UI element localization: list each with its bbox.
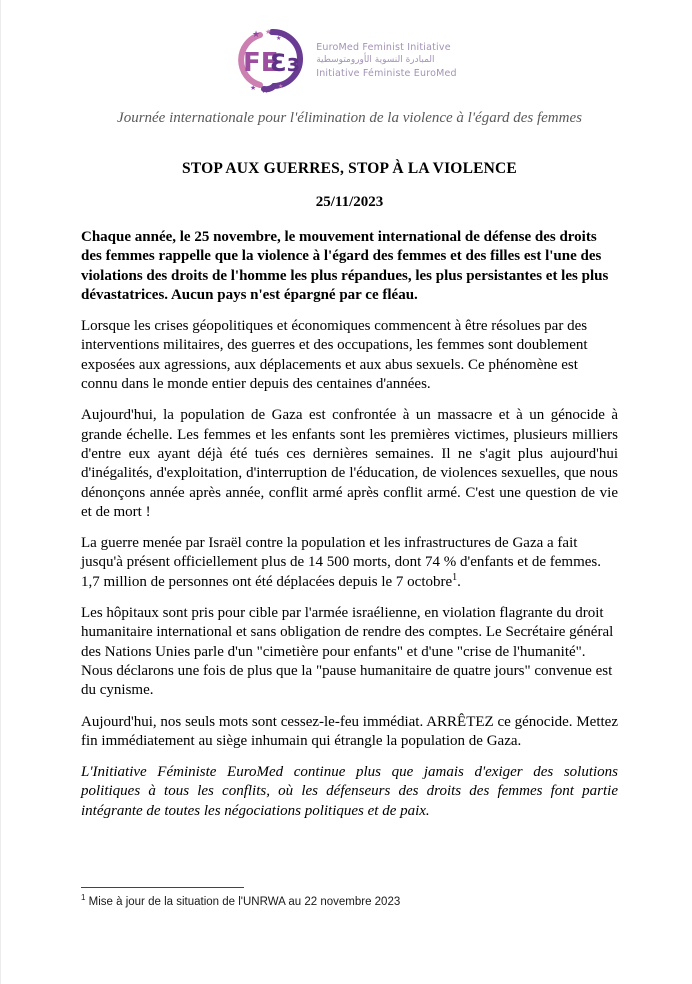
paragraph-4-period: .: [457, 573, 461, 590]
svg-text:★: ★: [250, 84, 257, 92]
paragraph-5: Les hôpitaux sont pris pour cible par l'armée israélienne, en violation flagrante du droit humanitaire international et sans obligation de rendre des comptes. Le Secrétaire général des Nations Unies parle d'un "cimetière pour enfants" et d'une "crise de l'humanité". Nous déclarons une fois de plus que la "pause humanitaire de quatre jours" convenue est du cynisme.: [81, 605, 614, 699]
document-page: [1, 0, 692, 984]
paragraph-4: [81, 534, 618, 592]
euromed-feminist-initiative-logo-icon: [228, 27, 304, 93]
paragraph-1: Chaque année, le 25 novembre, le mouvement international de défense des droits des femmes rappelle que la violence à l'égard des femmes et des filles est l'une des violations des droits de l'homme les plus répandues, les plus persistantes et les plus dévastatrices. Aucun pays n'est épargné par ce fléau.: [81, 229, 609, 303]
paragraph-4-text: La guerre menée par Israël contre la population et les infrastructures de Gaza a fait jusqu'à présent officiellement plus de 14 500 morts, dont 74 % d'enfants et de femmes. 1,7 million de personnes ont été déplacées depuis le 7 octobre: [81, 535, 602, 590]
footnote-text: [81, 893, 618, 908]
footnote-separator-rule: [81, 887, 244, 888]
svg-text:Ɛɜ: Ɛɜ: [270, 49, 300, 77]
logo-wordmark: [316, 41, 457, 80]
logo-title-en: EuroMed Feminist Initiative: [316, 41, 451, 53]
document-body: [81, 228, 618, 821]
svg-text:★: ★: [276, 35, 282, 42]
paragraph-2: Lorsque les crises géopolitiques et économiques commencent à être résolues par des interventions militaires, des guerres et des occupations, les femmes sont doublement exposées aux agressions, aux déplacements et aux abus sexuels. Ce phénomène est connu dans le monde entier depuis des centaines d'années.: [81, 318, 588, 393]
document-subtitle: Journée internationale pour l'élimination de la violence à l'égard des femmes: [117, 110, 582, 126]
footnote-reference-marker: 1: [452, 571, 458, 583]
footnote-section: [81, 887, 618, 908]
logo-title-fr: Initiative Féministe EuroMed: [316, 67, 457, 79]
logo: [67, 26, 618, 94]
svg-text:★: ★: [261, 86, 270, 93]
footnote-content: Mise à jour de la situation de l'UNRWA au 22 novembre 2023: [85, 895, 401, 908]
document-date: 25/11/2023: [315, 194, 384, 210]
paragraph-7-closing-statement: L'Initiative Féministe EuroMed continue plus que jamais d'exiger des solutions politiques à tous les conflits, où les défenseurs des droits des femmes font partie intégrante de toutes les négociations politiques et de paix.: [81, 764, 618, 819]
svg-text:FE: FE: [243, 48, 279, 78]
paragraph-3: Aujourd'hui, la population de Gaza est confrontée à un massacre et à un génocide à grande échelle. Les femmes et les enfants sont les premières victimes, plusieurs milliers d'entre eux ayant déjà été tués ces dernières semaines. Il ne s'agit plus aujourd'hui d'inégalités, d'exploitation, d'interruption de l'éducation, de violences sexuelles, que nous dénonçons année après année, conflit armé après conflit armé. C'est une question de vie et de mort !: [81, 407, 618, 520]
logo-title-ar: المبادرة النسوية الأورومتوسطية: [316, 54, 435, 65]
document-title: STOP AUX GUERRES, STOP À LA VIOLENCE: [182, 160, 517, 177]
svg-text:★: ★: [265, 28, 272, 36]
paragraph-6: Aujourd'hui, nos seuls mots sont cessez-le-feu immédiat. ARRÊTEZ ce génocide. Mettez fin immédiatement au siège inhumain qui étrangle la population de Gaza.: [81, 713, 618, 749]
svg-text:★: ★: [252, 30, 261, 40]
footnote-number: 1: [81, 893, 86, 903]
svg-text:★: ★: [278, 83, 284, 90]
